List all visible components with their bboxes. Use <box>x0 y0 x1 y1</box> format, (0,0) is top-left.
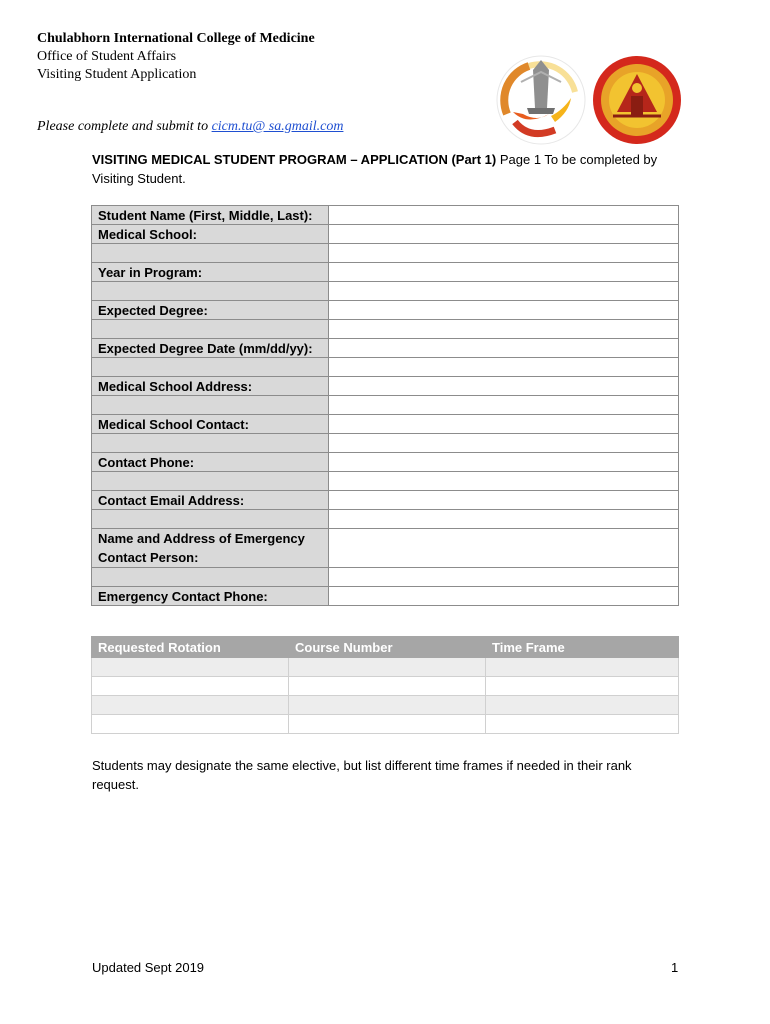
office-name: Office of Student Affairs <box>37 49 177 64</box>
field-label-blank <box>92 510 329 529</box>
field-input-blank[interactable] <box>329 434 679 453</box>
field-label-blank <box>92 434 329 453</box>
course-number-cell[interactable] <box>289 658 486 677</box>
field-input-blank[interactable] <box>329 244 679 263</box>
table-row <box>92 434 679 453</box>
table-row <box>92 415 679 434</box>
field-label-contact-phone: Contact Phone: <box>92 453 329 472</box>
field-label-expected-degree-date: Expected Degree Date (mm/dd/yy): <box>92 339 329 358</box>
document-header <box>37 30 315 84</box>
table-row <box>92 377 679 396</box>
field-label-blank <box>92 568 329 587</box>
field-input-medical-school-contact[interactable] <box>329 415 679 434</box>
logos <box>493 52 689 148</box>
field-input-student-name[interactable] <box>329 206 679 225</box>
field-input-emergency-contact[interactable] <box>329 529 679 568</box>
table-row <box>92 677 679 696</box>
field-label-emergency-contact <box>92 529 329 568</box>
college-name: Chulabhorn International College of Medicine <box>37 31 315 46</box>
field-label-emergency-contact-line2: Contact Person: <box>98 550 199 565</box>
header-course-number: Course Number <box>289 637 486 658</box>
table-row <box>92 587 679 606</box>
field-input-year-in-program[interactable] <box>329 263 679 282</box>
table-row <box>92 244 679 263</box>
table-row <box>92 472 679 491</box>
page-number: 1 <box>671 960 679 975</box>
form-title-rest: Page 1 To be completed by Visiting Student. <box>92 152 658 186</box>
field-label-student-name: Student Name (First, Middle, Last): <box>92 206 329 225</box>
table-row <box>92 358 679 377</box>
student-info-table <box>91 205 679 606</box>
table-row <box>92 396 679 415</box>
logo-graphics <box>493 52 689 148</box>
field-input-blank[interactable] <box>329 472 679 491</box>
rotation-table <box>91 636 679 734</box>
field-label-contact-email: Contact Email Address: <box>92 491 329 510</box>
field-label-blank <box>92 282 329 301</box>
header-requested-rotation: Requested Rotation <box>92 637 289 658</box>
field-input-expected-degree[interactable] <box>329 301 679 320</box>
field-label-blank <box>92 396 329 415</box>
form-title <box>92 150 677 188</box>
table-row <box>92 658 679 677</box>
table-row <box>92 206 679 225</box>
rotation-header-row <box>92 637 679 658</box>
field-label-expected-degree: Expected Degree: <box>92 301 329 320</box>
field-input-emergency-phone[interactable] <box>329 587 679 606</box>
time-frame-cell[interactable] <box>486 715 679 734</box>
rotation-cell[interactable] <box>92 715 289 734</box>
field-input-blank[interactable] <box>329 510 679 529</box>
rotation-cell[interactable] <box>92 658 289 677</box>
table-row <box>92 529 679 568</box>
time-frame-cell[interactable] <box>486 658 679 677</box>
table-row <box>92 339 679 358</box>
field-label-year-in-program: Year in Program: <box>92 263 329 282</box>
course-number-cell[interactable] <box>289 677 486 696</box>
table-row <box>92 453 679 472</box>
form-name: Visiting Student Application <box>37 67 197 82</box>
submit-prefix: Please complete and submit to <box>37 119 212 134</box>
field-input-blank[interactable] <box>329 568 679 587</box>
field-label-blank <box>92 244 329 263</box>
table-row <box>92 568 679 587</box>
rotation-cell[interactable] <box>92 677 289 696</box>
field-label-medical-school-address: Medical School Address: <box>92 377 329 396</box>
field-input-contact-email[interactable] <box>329 491 679 510</box>
thammasat-seal <box>593 56 681 144</box>
footer-updated: Updated Sept 2019 <box>92 960 205 975</box>
rotation-cell[interactable] <box>92 696 289 715</box>
table-row <box>92 225 679 244</box>
field-label-medical-school-contact: Medical School Contact: <box>92 415 329 434</box>
course-number-cell[interactable] <box>289 696 486 715</box>
field-label-emergency-phone: Emergency Contact Phone: <box>92 587 329 606</box>
field-input-medical-school-address[interactable] <box>329 377 679 396</box>
course-number-cell[interactable] <box>289 715 486 734</box>
note-text: Students may designate the same elective, but list different time frames if needed in their rank request. <box>92 758 632 792</box>
field-input-blank[interactable] <box>329 358 679 377</box>
table-row <box>92 282 679 301</box>
field-label-emergency-contact-line1: Name and Address of Emergency <box>98 531 305 546</box>
table-row <box>92 491 679 510</box>
cicm-logo <box>497 56 585 144</box>
field-label-blank <box>92 358 329 377</box>
submit-instruction <box>37 119 343 135</box>
time-frame-cell[interactable] <box>486 677 679 696</box>
table-row <box>92 263 679 282</box>
field-label-blank <box>92 320 329 339</box>
table-row <box>92 320 679 339</box>
field-input-expected-degree-date[interactable] <box>329 339 679 358</box>
field-input-blank[interactable] <box>329 320 679 339</box>
header-time-frame: Time Frame <box>486 637 679 658</box>
field-label-blank <box>92 472 329 491</box>
time-frame-cell[interactable] <box>486 696 679 715</box>
field-input-contact-phone[interactable] <box>329 453 679 472</box>
table-row <box>92 301 679 320</box>
table-row <box>92 715 679 734</box>
table-row <box>92 510 679 529</box>
field-input-blank[interactable] <box>329 396 679 415</box>
field-input-medical-school[interactable] <box>329 225 679 244</box>
form-title-bold: VISITING MEDICAL STUDENT PROGRAM – APPLICATION (Part 1) <box>92 152 497 167</box>
submit-email-link[interactable]: cicm.tu@ sa.gmail.com <box>211 119 344 134</box>
field-label-medical-school: Medical School: <box>92 225 329 244</box>
field-input-blank[interactable] <box>329 282 679 301</box>
table-row <box>92 696 679 715</box>
